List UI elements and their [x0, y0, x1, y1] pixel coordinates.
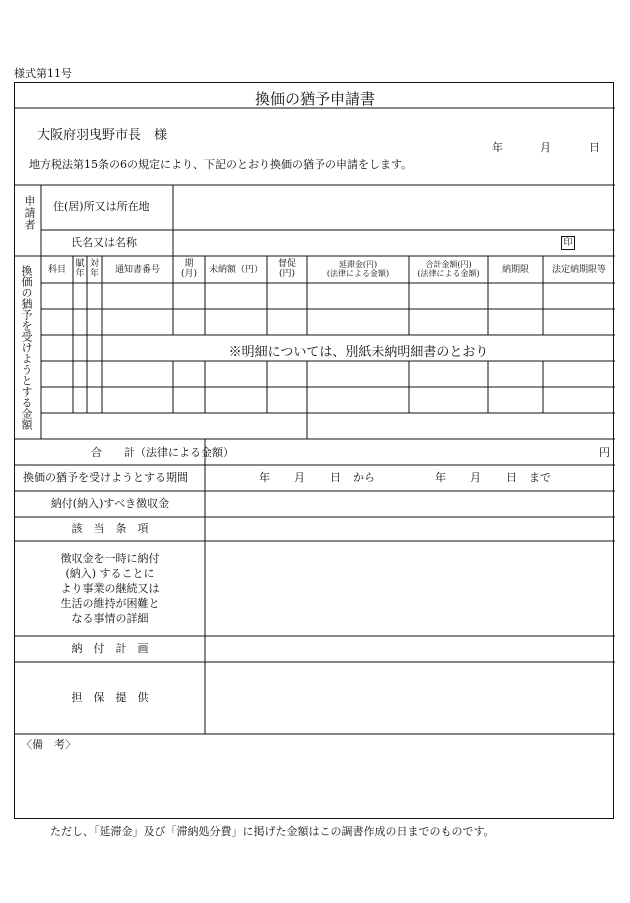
period-label: 換価の猶予を受けようとする期間 — [23, 471, 188, 484]
address-field[interactable] — [173, 185, 615, 230]
col-header-target-year: 対年 — [89, 259, 99, 280]
total-amount-field[interactable] — [307, 439, 597, 465]
form-title: 換価の猶予申請書 — [254, 90, 375, 108]
collection-field[interactable] — [205, 491, 615, 517]
col-header-total-amount: 合計金額(円) (法律による金額) — [417, 260, 480, 279]
period-from-month: 月 — [294, 471, 305, 484]
addressee: 大阪府羽曳野市長 様 — [37, 128, 168, 143]
total-label: 合 計（法律による金額） — [91, 446, 234, 459]
collateral-label: 担 保 提 供 — [71, 691, 149, 704]
payment-plan-field[interactable] — [205, 636, 615, 662]
applicant-section-label: 申請者 — [23, 195, 36, 231]
name-label: 氏名又は名称 — [71, 236, 137, 249]
payment-plan-label: 納 付 計 画 — [71, 642, 149, 655]
period-to-month: 月 — [470, 471, 481, 484]
hardship-details-field[interactable] — [205, 541, 615, 636]
col-header-term: 期 (月) — [180, 259, 198, 280]
amount-section-label: 換価の猶予を受けようとする金額 — [20, 265, 33, 430]
period-from-day: 日 — [330, 471, 341, 484]
remarks-label: 〈備 考〉 — [21, 738, 76, 751]
form-number: 様式第11号 — [14, 67, 72, 80]
details-note: ※明細については、別紙未納明細書のとおり — [228, 345, 489, 360]
col-header-notice-number: 通知書番号 — [114, 265, 160, 275]
footer-note: ただし、「延滞金」及び「滞納処分費」に掲げた金額はこの調書作成の日までのものです。 — [50, 825, 495, 838]
application-form — [14, 82, 614, 819]
col-header-due-date: 納期限 — [501, 265, 529, 275]
col-header-subject: 科目 — [47, 265, 66, 275]
period-to-day: 日 — [506, 471, 517, 484]
date-year-label: 年 — [492, 141, 503, 154]
col-header-statutory-due-date: 法定納期限等 — [551, 265, 606, 275]
name-field[interactable] — [173, 230, 553, 256]
remarks-field[interactable] — [15, 734, 615, 818]
col-header-dunning: 督促 (円) — [277, 259, 296, 280]
hardship-label: 徴収金を一時に納付 (納入) することに より事業の継続又は 生活の維持が困難と なる事情の詳細 — [60, 552, 160, 625]
col-header-late-fee: 延滞金(円) (法律による金額) — [326, 260, 390, 279]
collection-label: 納付(納入)すべき徴収金 — [50, 497, 170, 510]
intro-text: 地方税法第15条の6の規定により、下記のとおり換価の猶予の申請をします。 — [29, 158, 413, 171]
seal-mark: 印 — [561, 236, 575, 250]
col-header-assessment-year: 賦年 — [75, 259, 85, 280]
period-to-suffix: まで — [529, 471, 551, 484]
date-month-label: 月 — [540, 141, 551, 154]
col-header-unpaid-amount: 未納額（円） — [208, 265, 263, 275]
total-unit: 円 — [599, 446, 610, 459]
applicable-clause-label: 該 当 条 項 — [71, 522, 149, 535]
period-to-year: 年 — [435, 471, 446, 484]
applicable-clause-field[interactable] — [205, 517, 615, 541]
date-day-label: 日 — [589, 141, 600, 154]
period-from-year: 年 — [259, 471, 270, 484]
address-label: 住(居)所又は所在地 — [53, 200, 150, 213]
collateral-field[interactable] — [205, 662, 615, 734]
period-from-suffix: から — [353, 471, 375, 484]
